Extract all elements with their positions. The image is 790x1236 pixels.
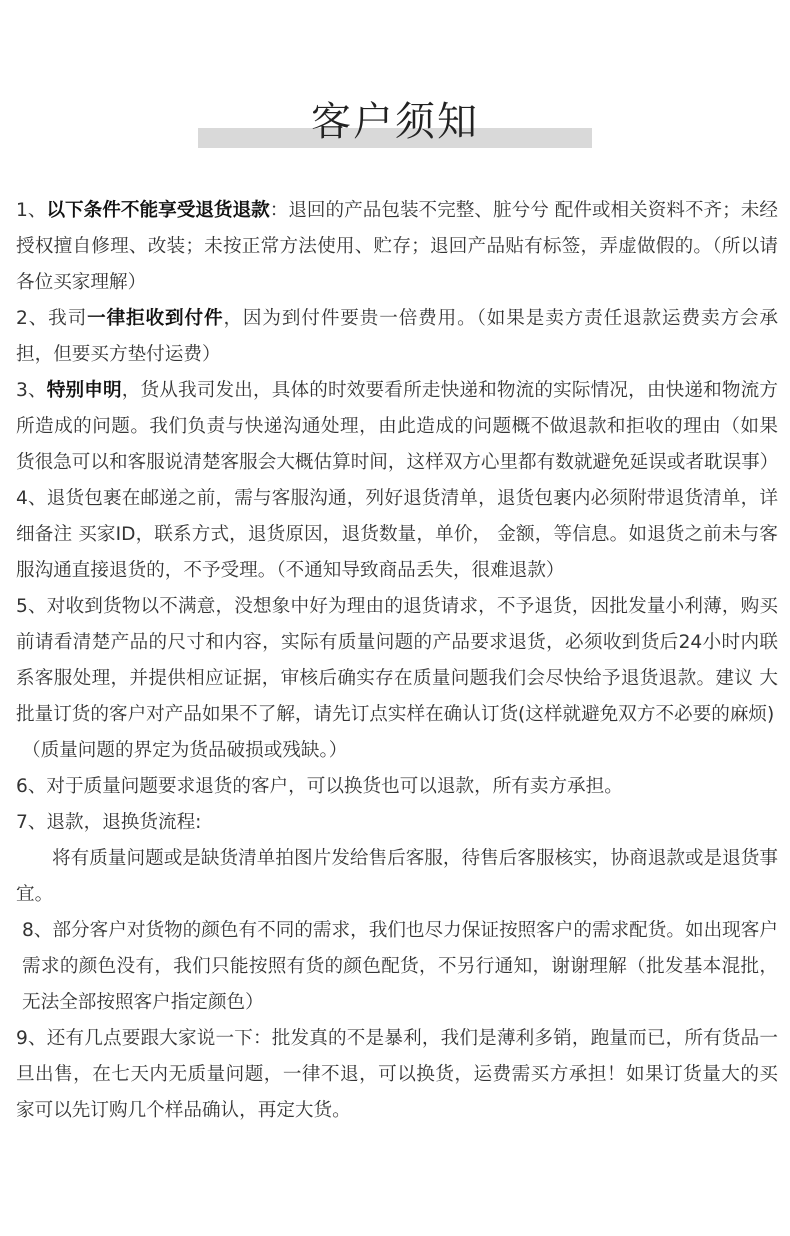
notice-item-7-heading: 7、退款，退换货流程: [16,812,202,833]
notice-item-7-body: 将有质量问题或是缺货清单拍图片发给售后客服，待售后客服核实，协商退款或是退货事宜。 [16,848,778,905]
notice-item-9: 9、还有几点要跟大家说一下：批发真的不是暴利，我们是薄利多销，跑量而已，所有货品一旦出售，在七天内无质量问题，一律不退，可以换货，运费需买方承担！如果订货量大的买家可以先订购几个样品确认，再定大货。 [16,1028,778,1121]
notice-item-6: 6、对于质量问题要求退货的客户，可以换货也可以退款，所有卖方承担。 [16,776,623,797]
notice-item-4: 4、退货包裹在邮递之前，需与客服沟通，列好退货清单，退货包裹内必须附带退货清单，详细备注 买家ID，联系方式，退货原因，退货数量，单价， 金额，等信息。如退货之前未与客服沟通直接退货的，不予受理。（不通知导致商品丢失，很难退款） [16,488,778,581]
notice-item-1 [16,193,778,301]
notice-item-3-bold: 特别申明 [46,380,122,401]
title-block [0,96,790,156]
notice-item-3-text: ，货从我司发出，具体的时效要看所走快递和物流的实际情况，由快递和物流方所造成的问题。我们负责与快递沟通处理，由此造成的问题概不做退款和拒收的理由（如果货很急可以和客服说清楚客服会大概估算时间，这样双方心里都有数就避免延误或者耽误事） [16,380,779,473]
notice-item-1-bold: 以下条件不能享受退货退款 [46,200,270,221]
notice-item-2-text: ，因为到付件要贵一倍费用。（如果是卖方责任退款运费卖方会承担，但要买方垫付运费） [16,308,778,365]
notice-item-1-prefix: 1、 [16,200,47,221]
notice-item-2-bold: 一律拒收到付件 [87,308,224,329]
notice-item-1-text: ：退回的产品包装不完整、脏兮兮 配件或相关资料不齐；未经授权擅自修理、改装；未按正常方法使用、贮存；退回产品贴有标签，弄虚做假的。（所以请各位买家理解） [16,200,778,293]
notice-item-3 [16,373,778,481]
page-title: 客户须知 [311,99,479,145]
notice-content [16,193,778,1129]
notice-item-2-prefix: 2、我司 [16,308,88,329]
notice-item-3-prefix: 3、 [16,380,47,401]
notice-item-5: 5、对收到货物以不满意，没想象中好为理由的退货请求，不予退货，因批发量小利薄，购买前请看清楚产品的尺寸和内容，实际有质量问题的产品要求退货，必须收到货后24小时内联系客服处理，并提供相应证据，审核后确实存在质量问题我们会尽快给予退货退款。建议 大批量订货的客户对产品如果不了解，请先订点实样在确认订货(这样就避免双方不必要的麻烦) [16,596,778,725]
notice-item-2 [16,301,778,373]
notice-item-5-note: （质量问题的界定为货品破损或残缺。） [22,740,348,761]
notice-item-8: 8、部分客户对货物的颜色有不同的需求，我们也尽力保证按照客户的需求配货。如出现客户需求的颜色没有，我们只能按照有货的颜色配货，不另行通知，谢谢理解（批发基本混批，无法全部按照客户指定颜色） [22,920,778,1013]
